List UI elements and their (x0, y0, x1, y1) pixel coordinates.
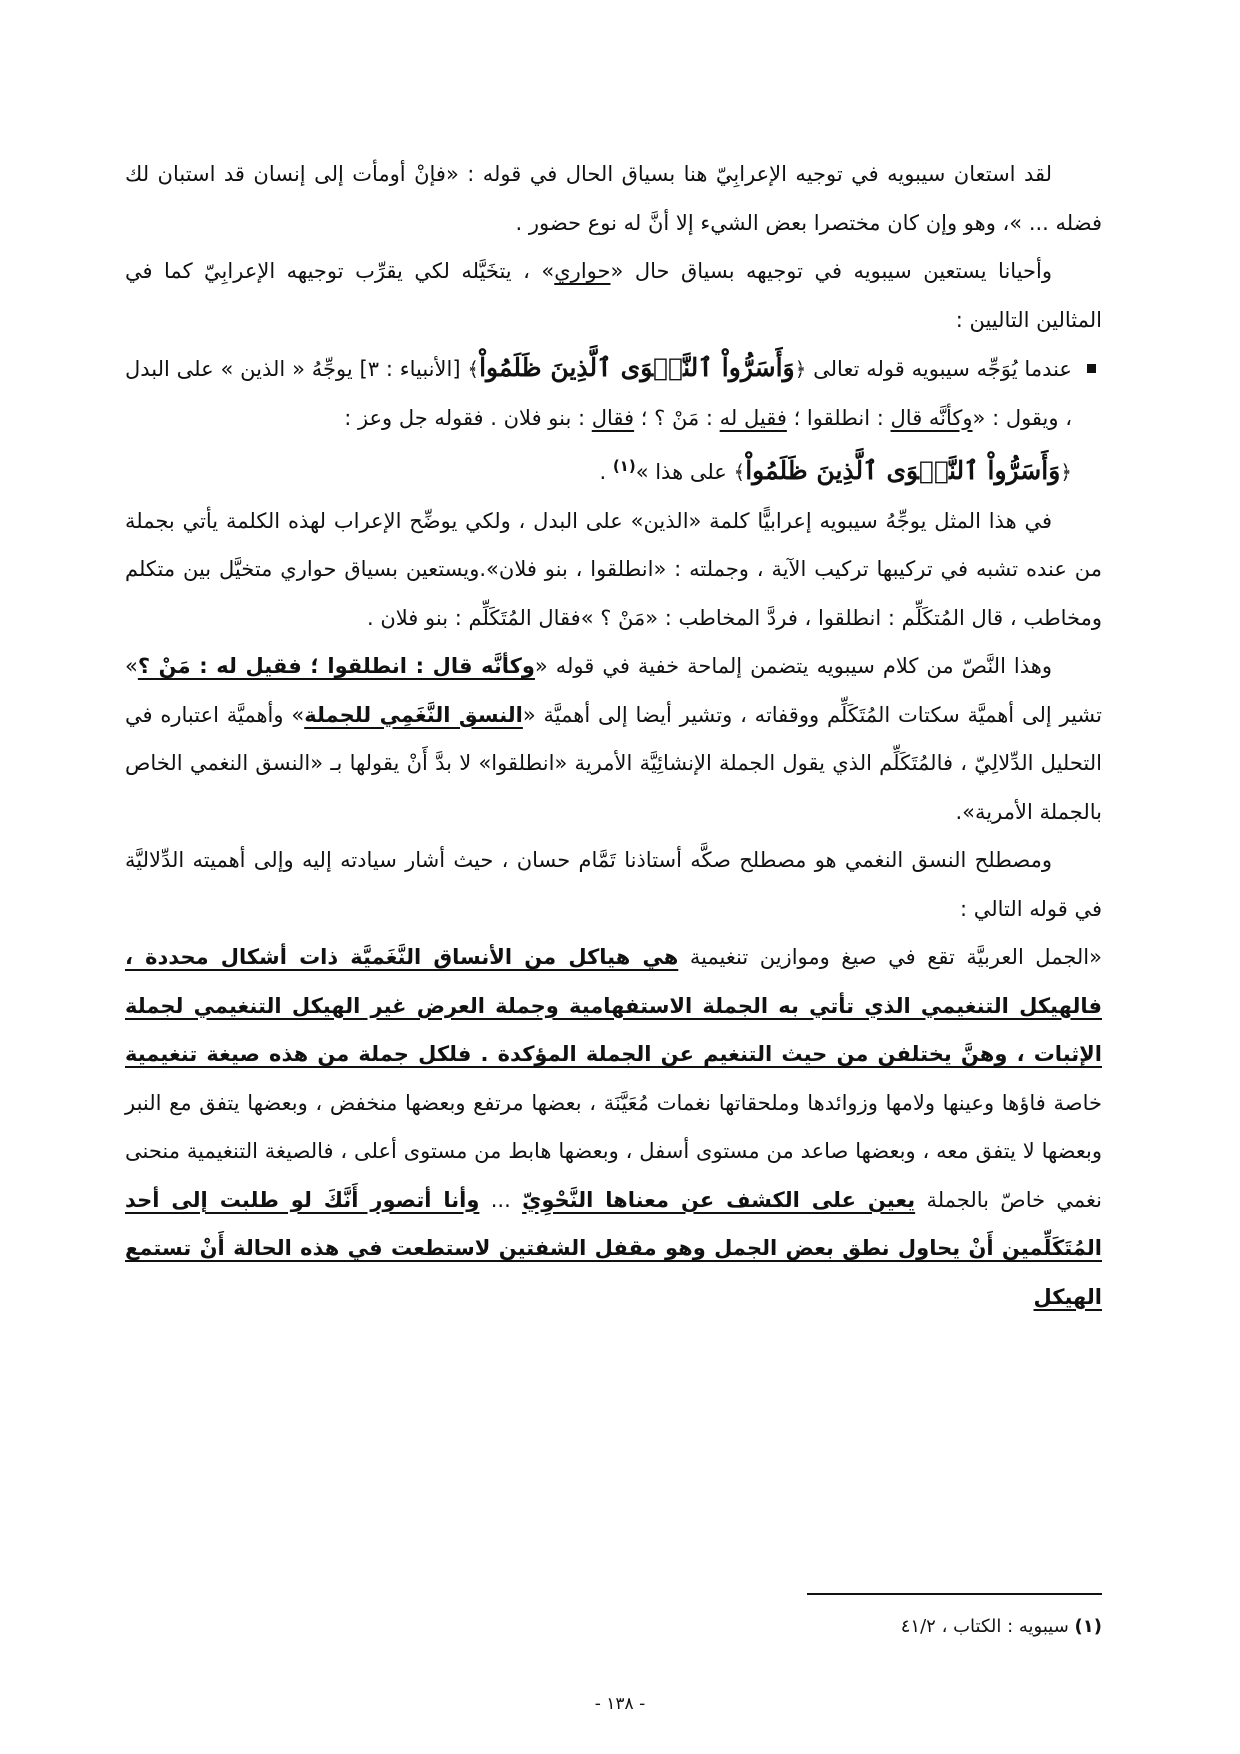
paragraph-4 (125, 642, 1102, 836)
paragraph-5-text: ومصطلح النسق النغمي هو مصطلح صكَّه أستاذنا تَمَّام حسان ، حيث أشار سيادته إليه وإلى أهميته الدِّلاليَّة في قوله التالي : (125, 848, 1102, 921)
paragraph-1 (125, 150, 1102, 247)
bullet-text-c: : انطلقوا ؛ (793, 405, 884, 430)
quran-verse: وَأَسَرُّواْ ٱلنَّجۡوَى ٱلَّذِينَ ظَلَمُواْ (479, 353, 795, 382)
block-quotation (125, 933, 1102, 1321)
bullet-underlined-1: وكأنَّه قال (890, 405, 973, 430)
hiwari-term: حواري (554, 259, 611, 283)
paragraph-2-text-a: وأحيانا يستعين سيبويه في توجيهه بسياق حال « (610, 259, 1052, 283)
footnote-mark: (١) (1074, 1616, 1102, 1637)
paragraph-3-text: في هذا المثل يوجِّهُ سيبويه إعرابيًّا كلمة «الذين» على البدل ، ولكي يوضِّح الإعراب لهذه الكلمة يأتي بجملة من عنده تشبه في تركيبها تركيب الآية ، وجملته : «انطلقوا ، بنو فلان».ويستعين بسياق حواري متخيَّل بين متكلم ومخاطب ، قال المُتكَلِّم : انطلقوا ، فردَّ المخاطب : «مَنْ ؟ »فقال المُتَكَلِّم : بنو فلان . (125, 508, 1102, 630)
bullet-example (125, 344, 1102, 497)
quote-bold-underlined-1: هي هياكل من الأنساق النَّغَميَّة ذات أشكال محددة ، فالهيكل التنغيمي الذي تأتي به الجملة الاستفهامية وجملة العرض غير الهيكل التنغيمي لجملة الإثبات ، وهنَّ يختلفن من حيث التنغيم عن الجملة المؤكدة . فلكل جملة من هذه صيغة تنغيمية (125, 945, 1102, 1066)
paragraph-2 (125, 247, 1102, 344)
footnote-text: سيبويه : الكتاب ، ٤١/٢ (900, 1616, 1069, 1637)
quran-verse-repeat: وَأَسَرُّواْ ٱلنَّجۡوَى ٱلَّذِينَ ظَلَمُواْ (745, 456, 1061, 485)
paragraph-1-text: لقد استعان سيبويه في توجيه الإعرابِيّ هنا بسياق الحال في قوله : «فإنْ أومأت إلى إنسان قد استبان لك فضله ... »، وهو وإن كان مختصرا بعض الشيء إلا أنَّ له نوع حضور . (125, 162, 1102, 235)
paragraph-5 (125, 836, 1102, 933)
footnote-separator (807, 1593, 1102, 1595)
paragraph-4-text-c: » وأهميَّة اعتباره في التحليل الدِّلالِيّ ، فالمُتَكَلِّم الذي يقول الجملة الإنشائِيَّة الأمرية «انطلقوا» لا بدَّ أَنْ يقولها بـ «النسق النغمي الخاص بالجملة الأمرية». (125, 702, 1102, 824)
page-number: - ١٣٨ - (594, 1694, 646, 1714)
bullet-underlined-2: فقيل له (719, 405, 787, 430)
paragraph-4-text-b: » تشير إلى أهميَّة سكتات المُتَكَلِّم ووقفاته ، وتشير أيضا إلى أهميَّة « (125, 654, 1102, 727)
quote-bold-underlined-2: يعين على الكشف عن معناها النَّحْوِيّ (522, 1187, 916, 1212)
ayah-close-bracket: ﴾ (467, 357, 480, 381)
quote-text-c: ... (490, 1187, 511, 1212)
bullet-text-f: على هذا » (635, 460, 727, 484)
footnote (901, 1616, 1102, 1637)
footnote-reference-mark: (١) (612, 457, 636, 475)
bullet-text-d: : مَنْ ؟ ؛ (640, 405, 713, 430)
paragraph-3 (125, 497, 1102, 643)
bullet-square-icon (1087, 364, 1096, 373)
ayah-open-bracket: ﴿ (794, 357, 807, 381)
bullet-underlined-3: فقال (591, 405, 635, 430)
document-body (125, 150, 1102, 1321)
ayah-close-bracket-2: ﴾ (733, 460, 746, 484)
bullet-text-g: . (599, 460, 607, 484)
paragraph-4-bold-underlined-1: وكأنَّه قال : انطلقوا ؛ فقيل له : مَنْ ؟ (137, 654, 535, 678)
paragraph-4-text-a: وهذا النَّصّ من كلام سيبويه يتضمن إلماحة خفية في قوله « (534, 654, 1052, 678)
verse-reference: [الأنبياء : ٣] (359, 357, 461, 381)
quote-text-a: «الجمل العربيَّة تقع في صيغ وموازين تنغيمية (689, 945, 1102, 969)
bullet-text-b: يوجِّهُ « الذين » على البدل ، ويقول : « (125, 357, 1072, 430)
ayah-open-bracket-2: ﴿ (1060, 460, 1072, 484)
paragraph-2-text-b: » ، يتخَيَّله لكي يقرِّب توجيهه الإعرابِيّ كما في المثالين التاليين : (125, 259, 1102, 332)
paragraph-4-bold-underlined-2: النسق النَّغَمِي للجملة (304, 702, 523, 727)
quote-text-b: خاصة فاؤها وعينها ولامها وزوائدها وملحقاتها نغمات مُعَيَّنَة ، بعضها مرتفع وبعضها منخفض ، وبعضها يتفق مع النبر وبعضها لا يتفق معه ، وبعضها صاعد من مستوى أسفل ، وبعضها هابط من مستوى أعلى ، فالصيغة التنغيمية منحنى نغمي خاصّ بالجملة (125, 1090, 1103, 1212)
bullet-text-e: : بنو فلان . فقوله جل وعز : (344, 405, 586, 430)
bullet-text-a: عندما يُوَجِّه سيبويه قوله تعالى (813, 357, 1072, 381)
quote-bold-underlined-3: وأنا أتصور أَنَّكَ لو طلبت إلى أحد المُتَكَلِّمين أَنْ يحاول نطق بعض الجمل وهو مقفل الشفتين لاستطعت في هذه الحالة أَنْ تستمع الهيكل (125, 1187, 1102, 1309)
